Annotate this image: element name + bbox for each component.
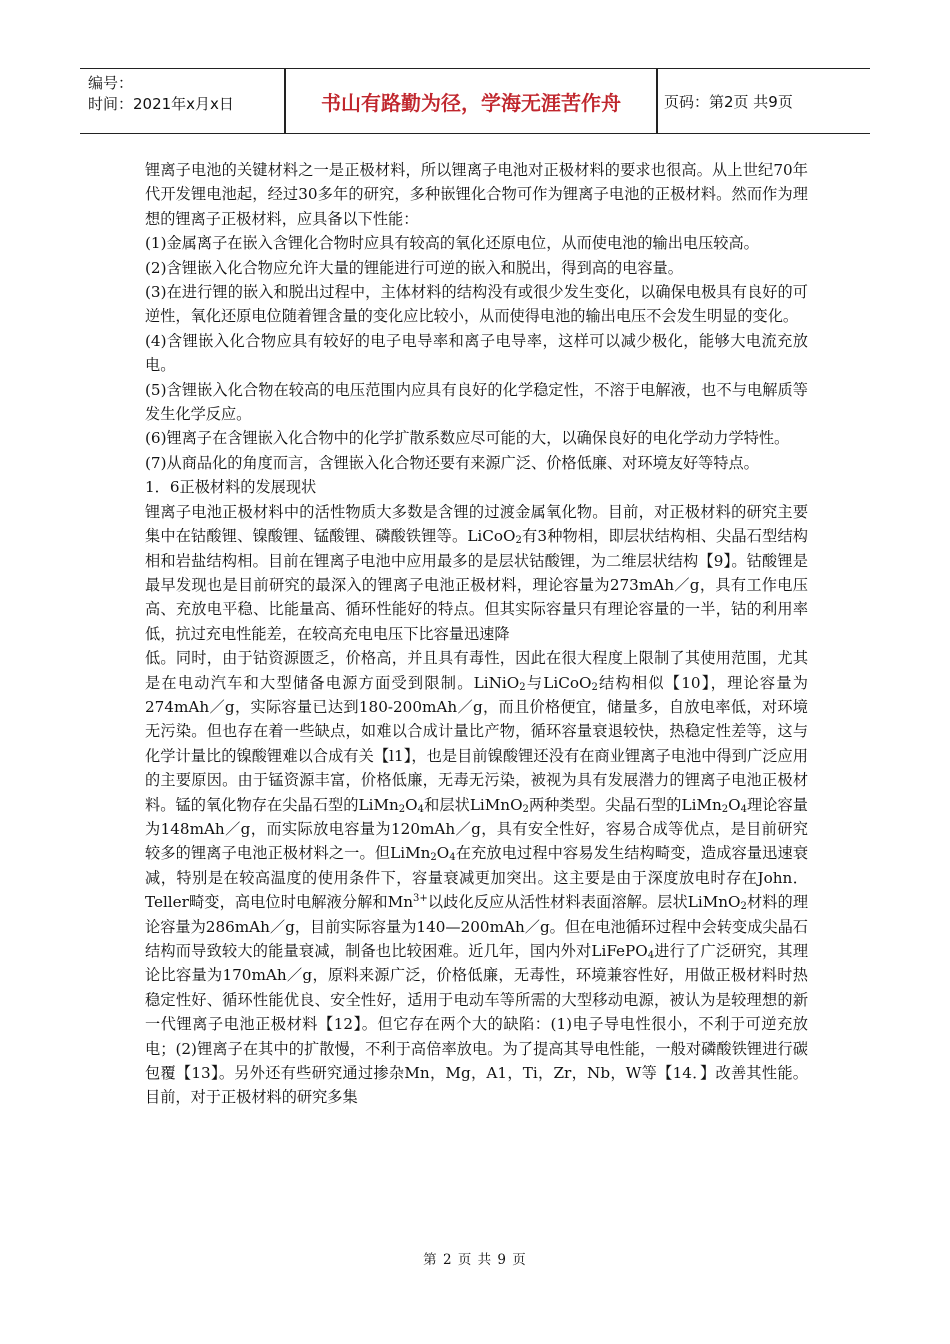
header-divider [656, 69, 658, 133]
paragraph: (7)从商品化的角度而言，含锂嵌入化合物还要有来源广泛、价格低廉、对环境友好等特点。 [145, 453, 759, 472]
paragraph [145, 500, 808, 646]
text-run: 理论容量为148mAh／g，而实际放电容量为120mAh／g，具有安全性好，容易合成等优点，是目前研究较多的锂离子电池正极材料之一。但LiMn [145, 795, 808, 863]
section-heading: 1．6正极材料的发展现状 [145, 478, 317, 497]
text-run: O [728, 795, 741, 814]
text-run: 结构相似【10】，理论容量为274mAh／g，实际容量已达到180-200mAh／g，而且价格便宜，储量多，自放电率低，对环境无污染。但也存在着一些缺点，如难以合成计量比产物，循环容量衰退较快，热稳定性差等，这与化学计量比的镍酸锂难以合成有关【l1】，也是目前镍酸锂还没有在商业锂离子电池中得到广泛应用的主要原因。由于锰资源丰富，价格低廉，无毒无污染，被视为具有发展潜力的锂离子电池正极材料。锰的氧化物存在尖晶石型的LiMn [145, 673, 808, 814]
text-run: 两种类型。尖晶石型的LiMn [528, 795, 722, 814]
paragraph: (6)锂离子在含锂嵌入化合物中的化学扩散系数应尽可能的大，以确保良好的电化学动力学特性。 [145, 429, 790, 448]
page-footer: 第 2 页 共 9 页 [423, 1252, 527, 1268]
header-meta [88, 73, 288, 115]
text-run: 进行了广泛研究，其理论比容量为170mAh／g，原料来源广泛，价格低廉，无毒性，环境兼容性好，用做正极材料时热稳定性好、循环性能优良、安全性好，适用于电动车等所需的大型移动电源，被认为是较理想的新一代锂离子电池正极材料【12】。但它存在两个大的缺陷：(1)电子导电性很小，不利于可逆充放电；(2)锂离子在其中的扩散慢，不利于高倍率放电。为了提高其导电性能，一般对磷酸铁锂进行碳包覆【13】。另外还有些研究通过掺杂Mn，Mg，A1，Ti，Zr，Nb，W等【14．】改善其性能。目前，对于正极材料的研究多集 [145, 942, 809, 1107]
subscript: 2 [522, 803, 529, 815]
header-page-info: 页码：第2页 共9页 [664, 92, 793, 111]
paragraph: (5)含锂嵌入化合物在较高的电压范围内应具有良好的化学稳定性，不溶于电解液，也不与电解质等发生化学反应。 [145, 380, 808, 424]
subscript: 2 [519, 681, 526, 693]
text-run: 与LiCoO [525, 673, 592, 692]
subscript: 2 [398, 803, 406, 815]
subscript: 2 [721, 803, 729, 815]
superscript: 3+ [413, 893, 428, 905]
paragraph: (4)含锂嵌入化合物应具有较好的电子电导率和离子电导率，这样可以减少极化，能够大电流充放电。 [145, 331, 808, 375]
paragraph: (3)在进行锂的嵌入和脱出过程中，主体材料的结构没有或很少发生变化，以确保电极具有良好的可逆性，氧化还原电位随着锂含量的变化应比较小，从而使得电池的输出电压不会发生明显的变化。 [145, 283, 808, 326]
date-line: 时间：2021年x月x日 [88, 95, 234, 113]
text-run: O [436, 844, 450, 863]
text-run: 在充放电过程中容易发生结构畸变，造成容量迅速衰减，特别是在较高温度的使用条件下，容量衰减更加突出。这主要是由于深度放电时存在John．Teller畸变，高电位时电解液分解和Mn [145, 844, 809, 912]
subscript: 2 [515, 535, 522, 547]
paragraph [145, 646, 808, 1110]
text-run: 材料的理论容量为286mAh／g，目前实际容量为140—200mAh／g。但在电池循环过程中会转变成尖晶石结构而导致较大的能量衰减，制备也比较困难。近几年，国内外对LiFePO [145, 893, 809, 960]
paragraph: 锂离子电池的关键材料之一是正极材料，所以锂离子电池对正极材料的要求也很高。从上世纪70年代开发锂电池起，经过30多年的研究，多种嵌锂化合物可作为锂离子电池的正极材料。然而作为理想的锂离子正极材料，应具备以下性能： [145, 161, 808, 228]
subscript: 4 [417, 803, 424, 815]
text-run: 有3种物相，即层状结构相、尖晶石型结构相和岩盐结构相。目前在锂离子电池中应用最多的是层状钴酸锂，为二维层状结构【9】。钴酸锂是最早发现也是目前研究的最深入的锂离子电池正极材料，理论容量为273mAh／g，具有工作电压高、充放电平稳、比能量高、循环性能好的特点。但其实际容量只有理论容量的一半，钴的利用率低，抗过充电性能差，在较高充电电压下比容量迅速降 [145, 527, 808, 643]
text-run: 低。同时，由于钴资源匮乏，价格高，并且具有毒性，因此在很大程度上限制了其使用范围，尤其是在电动汽车和大型储备电源方面受到限制。LiNiO [145, 649, 808, 692]
doc-number-label: 编号： [88, 74, 134, 92]
header-motto: 书山有路勤为径，学海无涯苦作舟 [321, 90, 621, 115]
text-run: O [405, 795, 418, 814]
subscript: 2 [430, 852, 437, 864]
text-run: 锂离子电池正极材料中的活性物质大多数是含锂的过渡金属氧化物。目前，对正极材料的研究主要集中在钴酸锂、镍酸锂、锰酸锂、磷酸铁锂等。LiCoO [145, 502, 808, 546]
subscript: 4 [740, 803, 747, 815]
paragraph: (1)金属离子在嵌入含锂化合物时应具有较高的氧化还原电位，从而使电池的输出电压较高。 [145, 234, 759, 253]
subscript: 4 [647, 950, 655, 961]
text-run: 以歧化反应从活性材料表面溶解。层状LiMnO [427, 893, 741, 912]
subscript: 2 [591, 681, 598, 693]
document-body [145, 158, 808, 1110]
page-header [80, 68, 870, 134]
subscript: 2 [740, 901, 747, 913]
subscript: 4 [449, 852, 456, 864]
paragraph: (2)含锂嵌入化合物应允许大量的锂能进行可逆的嵌入和脱出，得到高的电容量。 [145, 258, 683, 277]
text-run: 和层状LiMnO [424, 795, 523, 814]
